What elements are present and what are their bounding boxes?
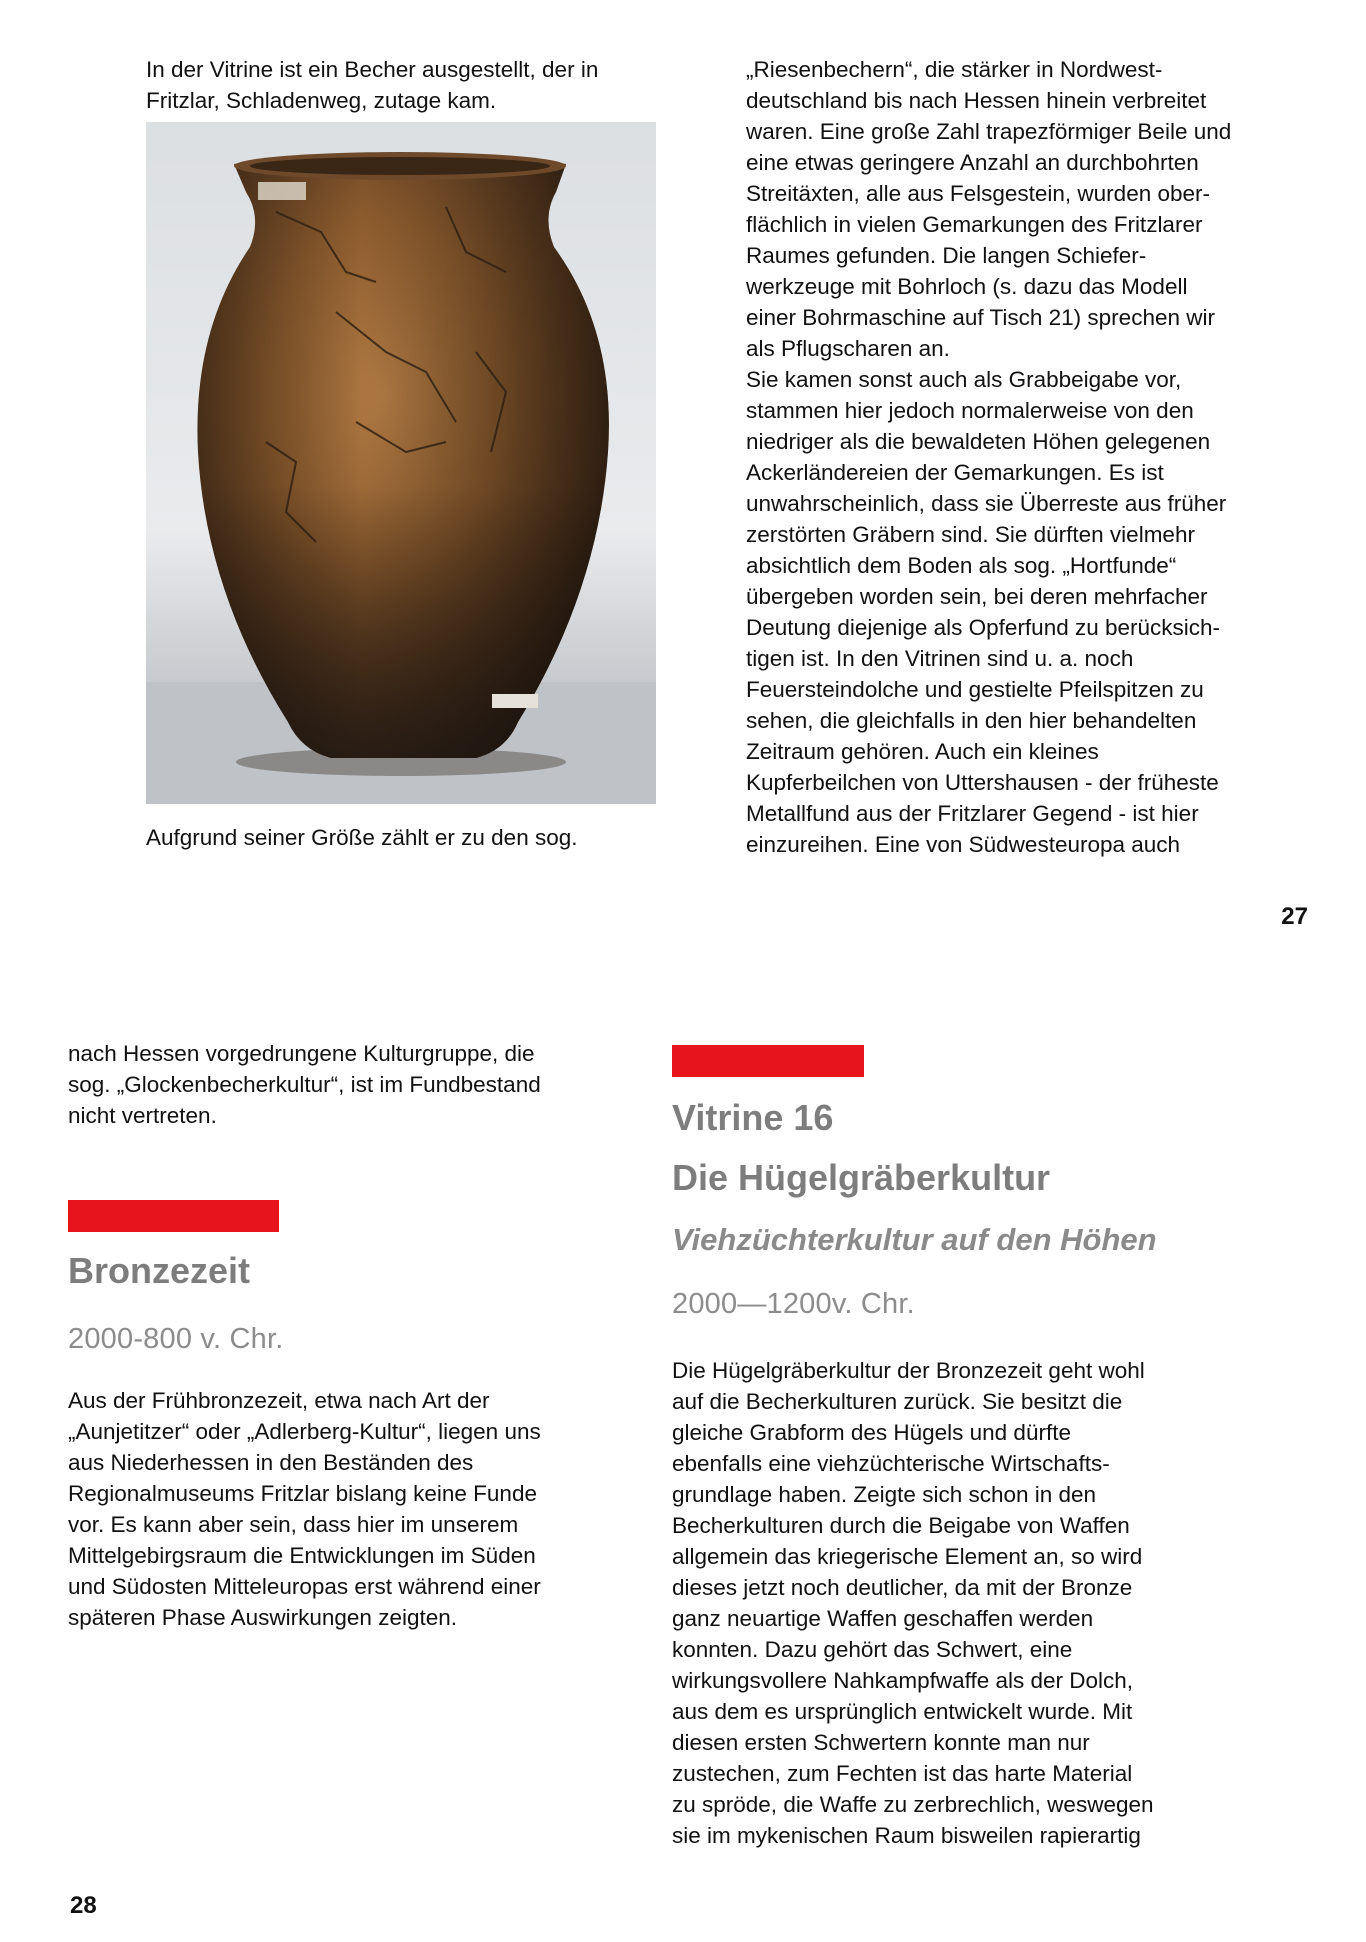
text-line: Zeitraum gehören. Auch ein kleines: [746, 739, 1099, 764]
date-range: 2000-800 v. Chr.: [68, 1323, 284, 1355]
text-line: unwahrscheinlich, dass sie Überreste aus früher: [746, 491, 1227, 516]
page-number: 28: [70, 1892, 97, 1919]
text-line: aus dem es ursprünglich entwickelt wurde. Mit: [672, 1699, 1133, 1724]
text-line: zerstörten Gräbern sind. Sie dürften vielmehr: [746, 522, 1195, 547]
text-line: Fritzlar, Schladenweg, zutage kam.: [146, 88, 497, 113]
text-line: eine etwas geringere Anzahl an durchbohrten: [746, 150, 1199, 175]
text-line: Kupferbeilchen von Uttershausen - der früheste: [746, 770, 1219, 795]
page-number: 27: [1281, 903, 1308, 930]
text-line: konnten. Dazu gehört das Schwert, eine: [672, 1637, 1073, 1662]
continuation-text: [68, 1038, 628, 1131]
text-line: diesen ersten Schwertern konnte man nur: [672, 1730, 1090, 1755]
text-line: sog. „Glockenbecherkultur“, ist im Fundbestand: [68, 1072, 541, 1097]
section-title-huegelgraeberkultur: Die Hügelgräberkultur: [672, 1157, 1051, 1198]
text-line: sie im mykenischen Raum bisweilen rapierartig: [672, 1823, 1141, 1848]
text-line: niedriger als die bewaldeten Höhen gelegenen: [746, 429, 1211, 454]
text-line: werkzeuge mit Bohrloch (s. dazu das Modell: [746, 274, 1188, 299]
text-line: wirkungsvollere Nahkampfwaffe als der Dolch,: [672, 1668, 1134, 1693]
text-line: Mittelgebirgsraum die Entwicklungen im Süden: [68, 1543, 536, 1568]
text-line: späteren Phase Auswirkungen zeigten.: [68, 1605, 458, 1630]
page-27-right-column: [746, 54, 1306, 860]
text-line: flächlich in vielen Gemarkungen des Fritzlarer: [746, 212, 1203, 237]
text-line: Feuersteindolche und gestielte Pfeilspitzen zu: [746, 677, 1204, 702]
beaker-image: [146, 122, 656, 804]
text-line: Raumes gefunden. Die langen Schiefer-: [746, 243, 1147, 268]
text-line: tigen ist. In den Vitrinen sind u. a. noch: [746, 646, 1134, 671]
photo-caption: Aufgrund seiner Größe zählt er zu den sog.: [146, 825, 578, 850]
text-line: als Pflugscharen an.: [746, 336, 950, 361]
text-line: zustechen, zum Fechten ist das harte Material: [672, 1761, 1133, 1786]
text-line: gleiche Grabform des Hügels und dürfte: [672, 1420, 1071, 1445]
text-line: absichtlich dem Boden als sog. „Hortfunde“: [746, 553, 1177, 578]
text-line: ebenfalls eine viehzüchterische Wirtschafts-: [672, 1451, 1110, 1476]
text-line: grundlage haben. Zeigte sich schon in den: [672, 1482, 1097, 1507]
text-line: nach Hessen vorgedrungene Kulturgruppe, die: [68, 1041, 535, 1066]
page-27: [0, 0, 1366, 960]
text-line: waren. Eine große Zahl trapezförmiger Beile und: [746, 119, 1232, 144]
page-27-left-column: [146, 54, 676, 853]
text-line: vor. Es kann aber sein, dass hier im unserem: [68, 1512, 519, 1537]
text-line: „Riesenbechern“, die stärker in Nordwest-: [746, 57, 1163, 82]
text-line: Becherkulturen durch die Beigabe von Waffen: [672, 1513, 1130, 1538]
page-28: [0, 960, 1366, 1942]
text-line: nicht vertreten.: [68, 1103, 217, 1128]
text-line: Regionalmuseums Fritzlar bislang keine Funde: [68, 1481, 537, 1506]
text-line: sehen, die gleichfalls in den hier behandelten: [746, 708, 1197, 733]
bronzezeit-body: [68, 1385, 628, 1633]
text-line: einer Bohrmaschine auf Tisch 21) sprechen wir: [746, 305, 1215, 330]
text-line: einzureihen. Eine von Südwesteuropa auch: [746, 832, 1181, 857]
intro-text: [146, 54, 676, 116]
text-line: Streitäxten, alle aus Felsgestein, wurden ober-: [746, 181, 1210, 206]
text-line: Sie kamen sonst auch als Grabbeigabe vor,: [746, 367, 1182, 392]
text-line: aus Niederhessen in den Beständen des: [68, 1450, 474, 1475]
text-line: Die Hügelgräberkultur der Bronzezeit geht wohl: [672, 1358, 1145, 1383]
text-line: zu spröde, die Waffe zu zerbrechlich, weswegen: [672, 1792, 1154, 1817]
section-subtitle: Viehzüchterkultur auf den Höhen: [672, 1222, 1157, 1257]
text-line: Ackerländereien der Gemarkungen. Es ist: [746, 460, 1164, 485]
text-line: Metallfund aus der Fritzlarer Gegend - ist hier: [746, 801, 1199, 826]
text-line: Aus der Frühbronzezeit, etwa nach Art der: [68, 1388, 490, 1413]
section-marker-bar: [672, 1045, 864, 1077]
date-range: 2000—1200v. Chr.: [672, 1288, 915, 1320]
text-line: dieses jetzt noch deutlicher, da mit der Bronze: [672, 1575, 1133, 1600]
text-line: auf die Becherkulturen zurück. Sie besitzt die: [672, 1389, 1123, 1414]
text-line: stammen hier jedoch normalerweise von den: [746, 398, 1194, 423]
text-line: und Südosten Mitteleuropas erst während einer: [68, 1574, 541, 1599]
section-title-bronzezeit: Bronzezeit: [68, 1250, 251, 1291]
text-line: deutschland bis nach Hessen hinein verbreitet: [746, 88, 1207, 113]
section-marker-bar: [68, 1200, 279, 1232]
text-line: In der Vitrine ist ein Becher ausgestellt, der in: [146, 57, 599, 82]
text-line: übergeben worden sein, bei deren mehrfacher: [746, 584, 1208, 609]
text-line: „Aunjetitzer“ oder „Adlerberg-Kultur“, liegen uns: [68, 1419, 541, 1444]
vitrine-title: Vitrine 16: [672, 1097, 834, 1138]
huegelgraeberkultur-body: [672, 1355, 1272, 1851]
beaker-photo: [146, 122, 656, 804]
text-line: ganz neuartige Waffen geschaffen werden: [672, 1606, 1094, 1631]
text-line: Deutung diejenige als Opferfund zu berücksich-: [746, 615, 1221, 640]
text-line: allgemein das kriegerische Element an, so wird: [672, 1544, 1143, 1569]
